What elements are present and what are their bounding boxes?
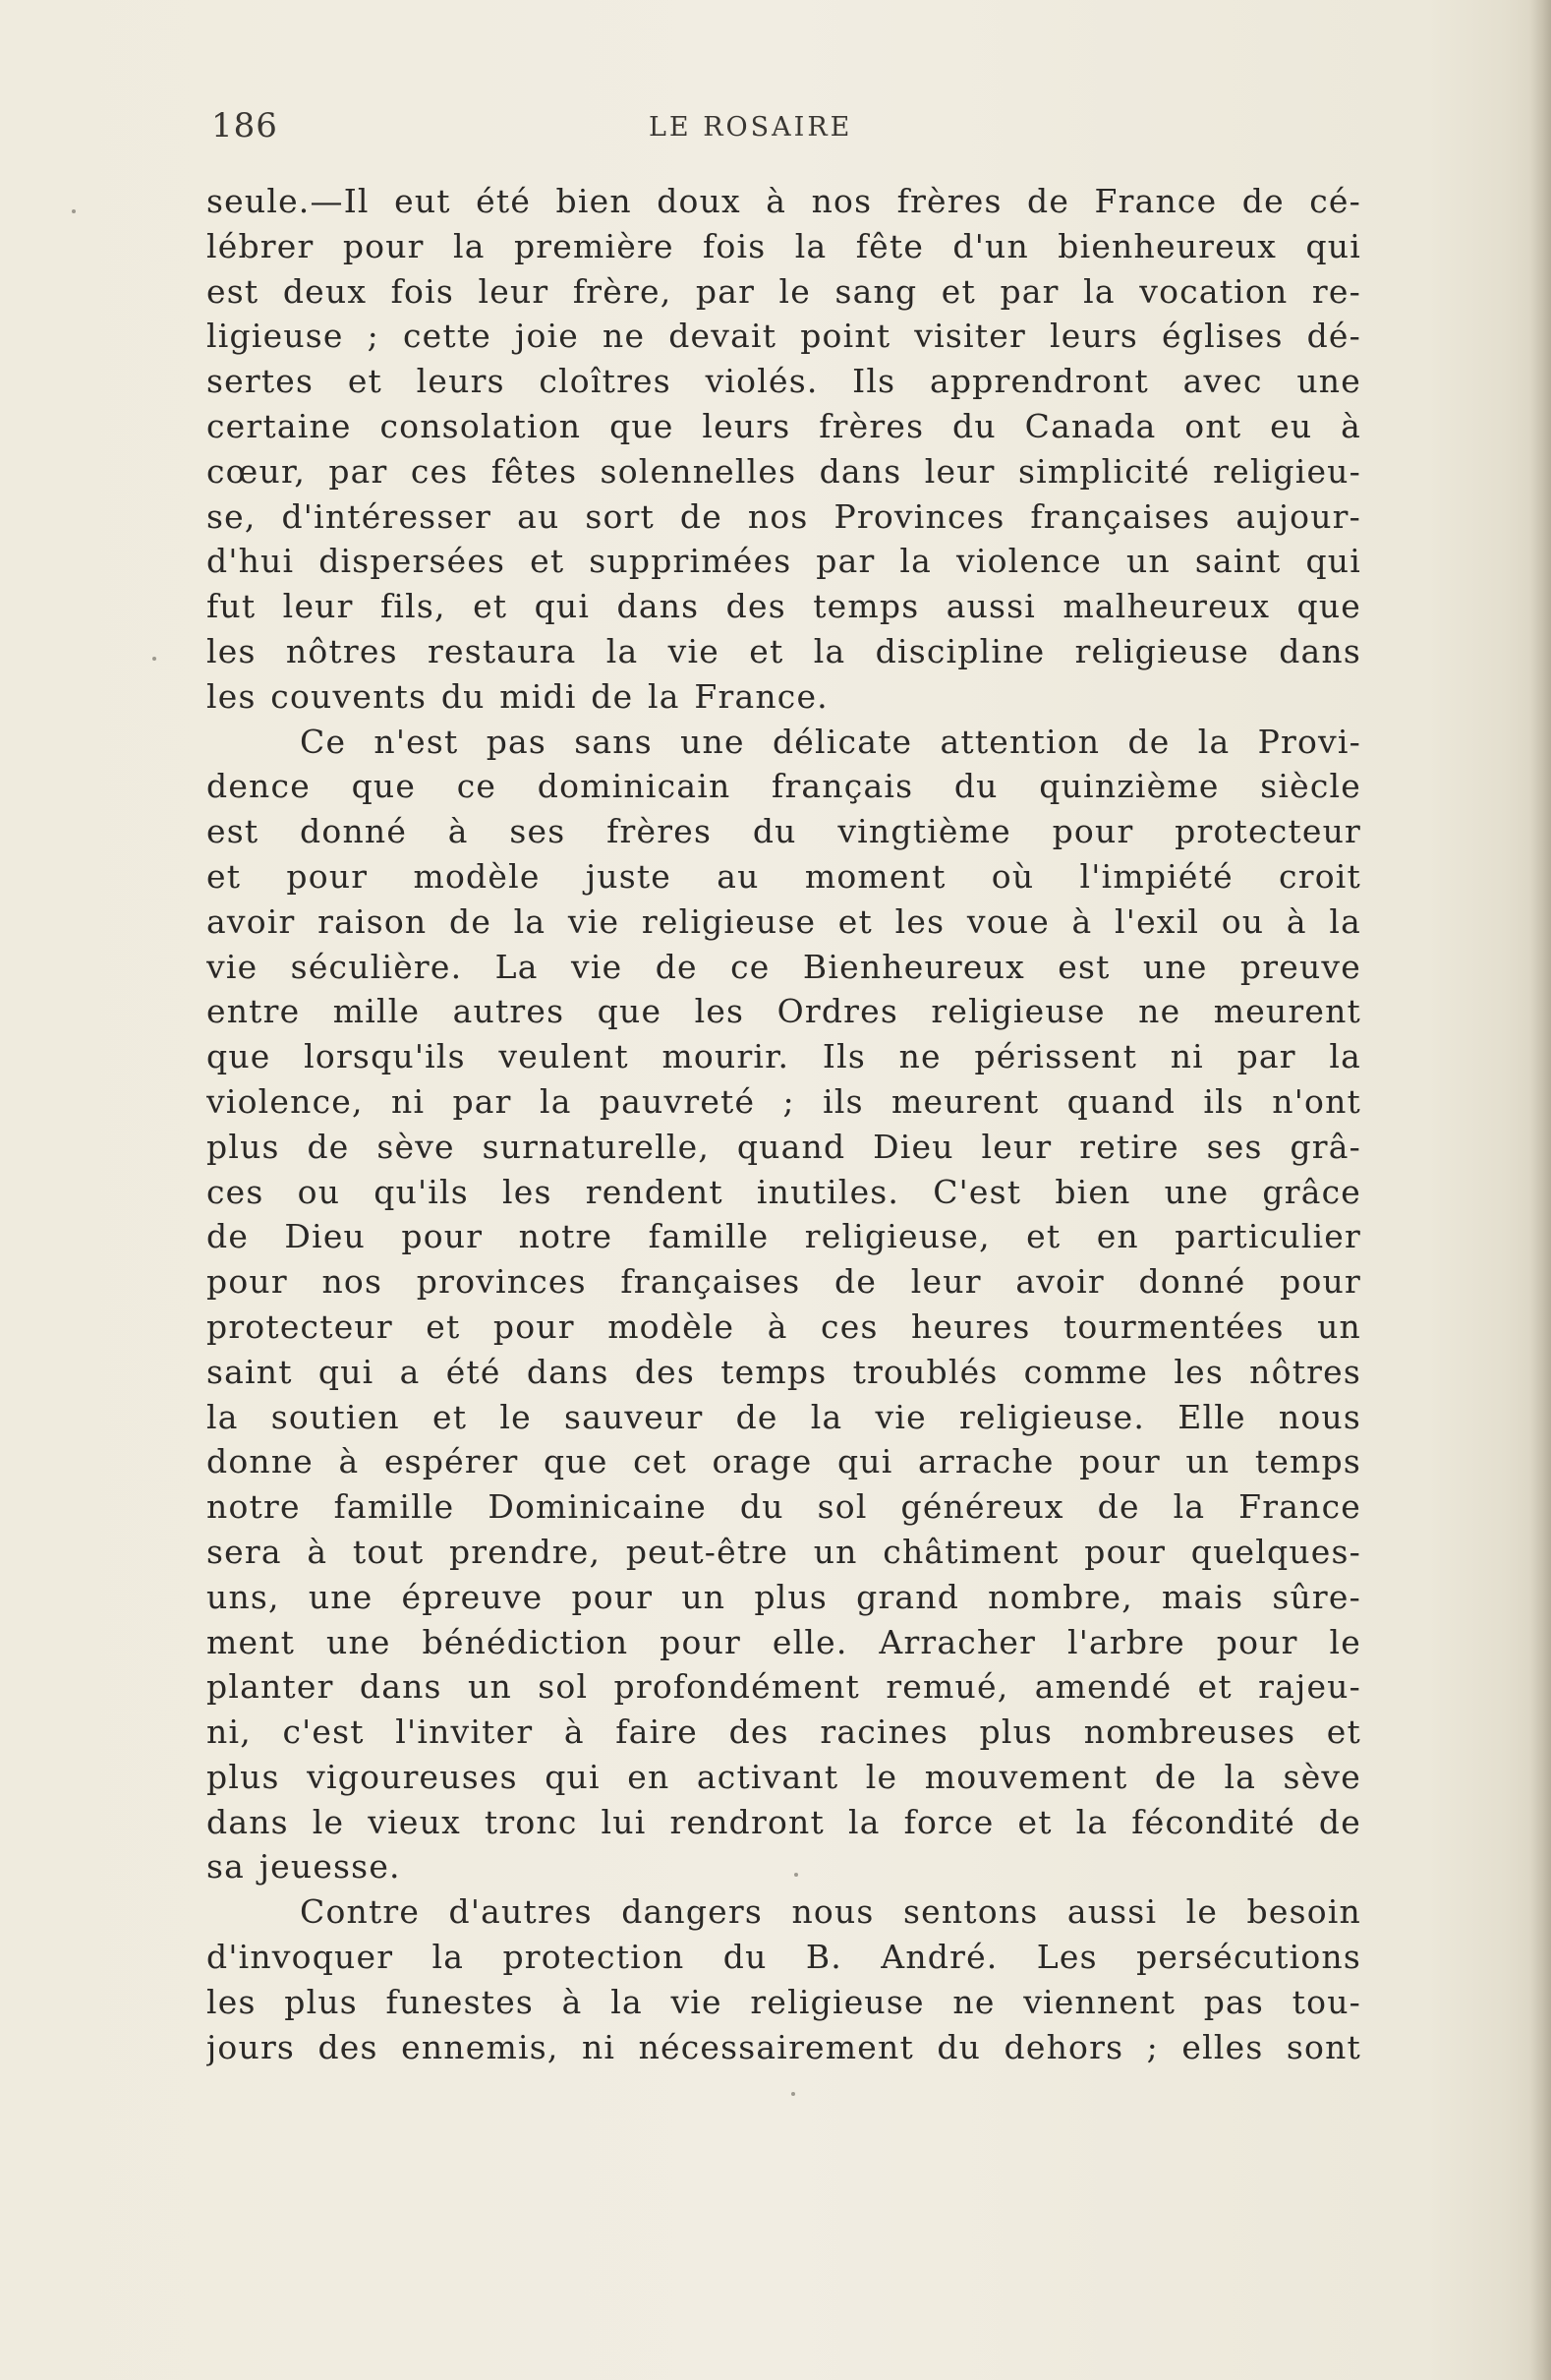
text-line: avoir raison de la vie religieuse et les voue à l'exil ou à la: [206, 901, 1361, 941]
text-line: seule.—Il eut été bien doux à nos frères de France de cé-: [206, 182, 1361, 220]
text-line: sa jeuesse.: [206, 1847, 401, 1887]
text-line: est donné à ses frères du vingtième pour protecteur: [206, 812, 1361, 851]
text-line: la soutien et le sauveur de la vie religieuse. Elle nous: [206, 1397, 1361, 1436]
text-line: planter dans un sol profondément remué, amendé et rajeu-: [206, 1667, 1361, 1707]
text-line: et pour modèle juste au moment où l'impiété croit: [206, 856, 1361, 896]
text-line: uns, une épreuve pour un plus grand nombre, mais sûre-: [206, 1577, 1361, 1616]
text-line: d'invoquer la protection du B. André. Les persécutions: [206, 1938, 1361, 1977]
text-line: les plus funestes à la vie religieuse ne viennent pas tou-: [206, 1982, 1361, 2021]
body-text: [206, 179, 1361, 2069]
text-line: Ce n'est pas sans une délicate attention de la Provi-: [300, 722, 1361, 761]
text-line: se, d'intéresser au sort de nos Provinces françaises aujour-: [206, 496, 1361, 536]
text-line: protecteur et pour modèle à ces heures tourmentées un: [206, 1306, 1361, 1346]
running-title: LE ROSAIRE: [649, 112, 853, 143]
text-line: donne à espérer que cet orage qui arrache pour un temps: [206, 1442, 1361, 1481]
paper-speck: [72, 209, 76, 213]
text-line: de Dieu pour notre famille religieuse, et en particulier: [206, 1217, 1361, 1256]
text-line: violence, ni par la pauvreté ; ils meurent quand ils n'ont: [206, 1081, 1361, 1121]
page-number: 186: [211, 106, 278, 145]
text-line: plus de sève surnaturelle, quand Dieu leur retire ses grâ-: [206, 1127, 1361, 1166]
text-line: lébrer pour la première fois la fête d'un bienheureux qui: [206, 226, 1361, 265]
paper-speck: [152, 657, 156, 661]
text-line: que lorsqu'ils veulent mourir. Ils ne périssent ni par la: [206, 1037, 1361, 1076]
paper-speck: [794, 1873, 798, 1877]
text-line: saint qui a été dans des temps troublés comme les nôtres: [206, 1352, 1361, 1391]
text-line: entre mille autres que les Ordres religieuse ne meurent: [206, 992, 1361, 1031]
text-line: ligieuse ; cette joie ne devait point visiter leurs églises dé-: [206, 317, 1361, 356]
text-line: sertes et leurs cloîtres violés. Ils apprendront avec une: [206, 362, 1361, 401]
text-line: plus vigoureuses qui en activant le mouvement de la sève: [206, 1757, 1361, 1796]
text-line: cœur, par ces fêtes solennelles dans leur simplicité religieu-: [206, 451, 1361, 491]
text-line: jours des ennemis, ni nécessairement du dehors ; elles sont: [206, 2027, 1361, 2066]
text-line: ni, c'est l'inviter à faire des racines plus nombreuses et: [206, 1712, 1361, 1752]
text-line: vie séculière. La vie de ce Bienheureux est une preuve: [206, 947, 1361, 986]
text-line: Contre d'autres dangers nous sentons aussi le besoin: [300, 1892, 1361, 1932]
text-line: est deux fois leur frère, par le sang et par la vocation re-: [206, 271, 1361, 311]
text-line: les nôtres restaura la vie et la discipline religieuse dans: [206, 631, 1361, 670]
text-line: ment une bénédiction pour elle. Arracher l'arbre pour le: [206, 1622, 1361, 1661]
page-edge-shadow: [1529, 0, 1551, 2380]
text-line: sera à tout prendre, peut-être un châtiment pour quelques-: [206, 1532, 1361, 1571]
text-line: certaine consolation que leurs frères du Canada ont eu à: [206, 406, 1361, 445]
text-line: notre famille Dominicaine du sol généreux de la France: [206, 1487, 1361, 1527]
paper-speck: [791, 2092, 795, 2096]
text-line: fut leur fils, et qui dans des temps aussi malheureux que: [206, 587, 1361, 626]
text-line: ces ou qu'ils les rendent inutiles. C'est bien une grâce: [206, 1172, 1361, 1211]
text-line: d'hui dispersées et supprimées par la violence un saint qui: [206, 542, 1361, 581]
text-line: dence que ce dominicain français du quinzième siècle: [206, 767, 1361, 806]
text-line: pour nos provinces françaises de leur avoir donné pour: [206, 1262, 1361, 1302]
running-header: [211, 106, 1376, 153]
text-line: les couvents du midi de la France.: [206, 676, 829, 716]
text-line: dans le vieux tronc lui rendront la force et la fécondité de: [206, 1802, 1361, 1841]
